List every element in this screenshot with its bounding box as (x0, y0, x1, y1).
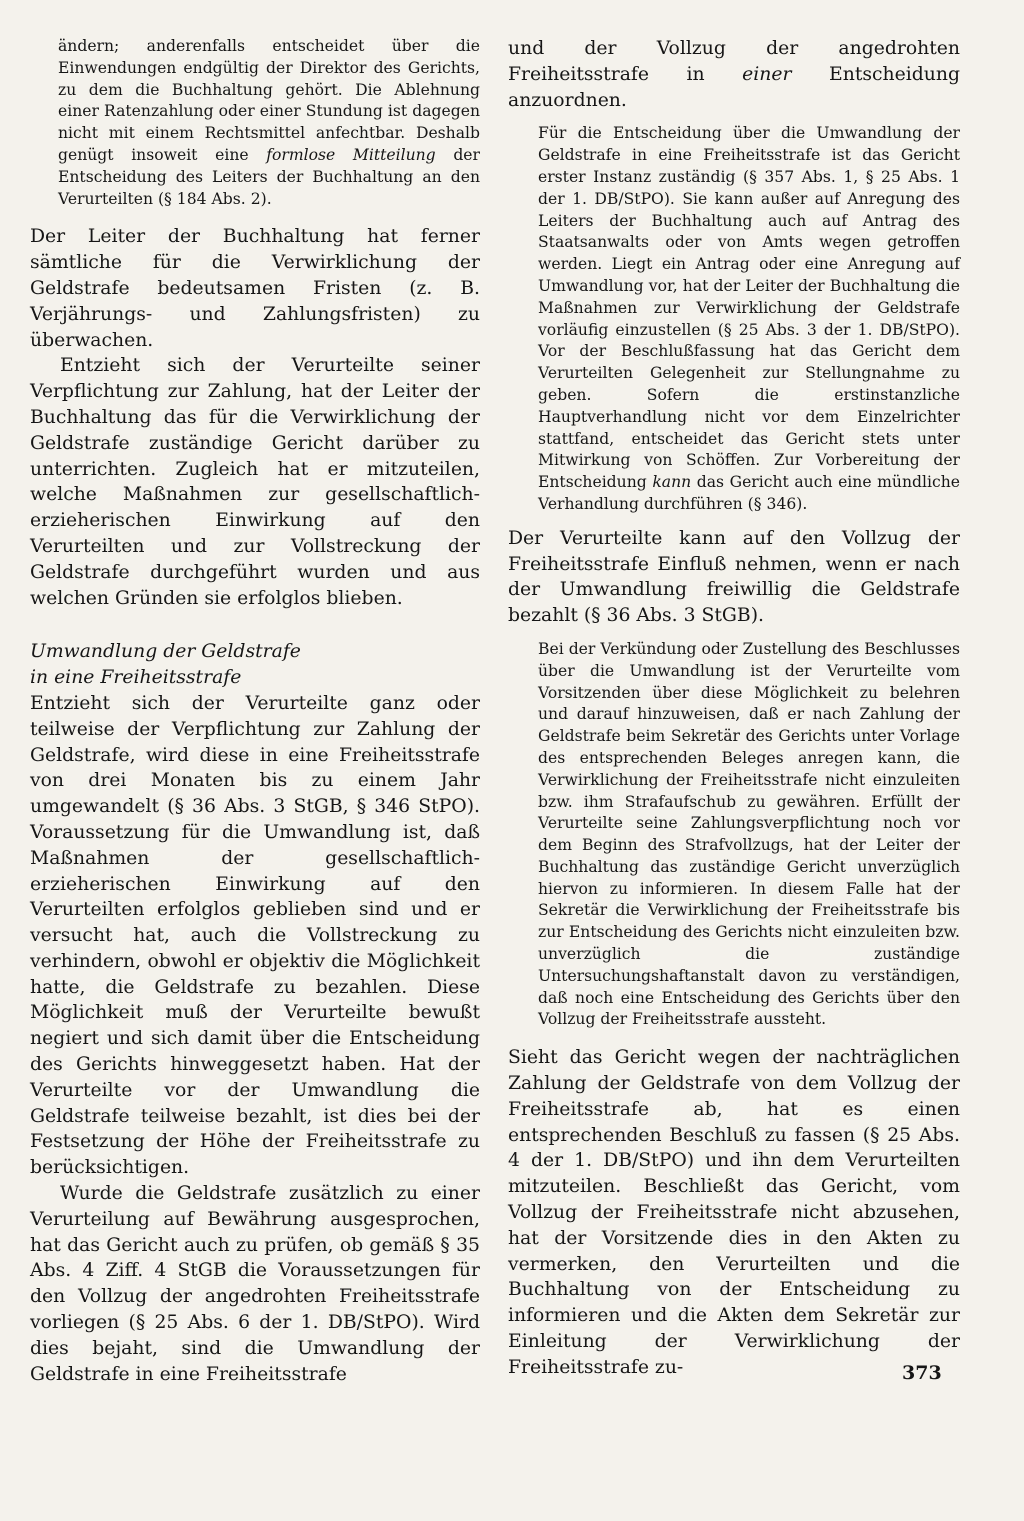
text-run: Entscheidung anzuordnen. (508, 63, 960, 111)
section-heading-line-1: Umwandlung der Geldstrafe (30, 641, 301, 663)
section-heading-line-2: in eine Freiheitsstrafe (30, 667, 242, 689)
right-column (508, 36, 960, 1381)
text-run: der Entscheidung des Leiters der Buchhaltung an den Verurteilten (§ 184 Abs. 2). (58, 145, 480, 208)
right-paragraph-1 (508, 36, 960, 113)
left-paragraph-5: Wurde die Geldstrafe zusätzlich zu einer Verurteilung auf Bewährung ausgesprochen, hat das Gericht auch zu prüfen, ob gemäß § 35 Abs. 4 Ziff. 4 StGB die Voraussetzungen für den Vollzug der angedrohten Freiheitsstrafe vorliegen (§ 25 Abs. 6 der 1. DB/StPO). Wird dies bejaht, sind die Umwandlung der Geldstrafe in eine Freiheitsstrafe (30, 1183, 480, 1385)
left-paragraph-3: Entzieht sich der Verurteilte seiner Verpflichtung zur Zahlung, hat der Leiter der Buchhaltung das für die Verwirklichung der Geldstrafe zuständige Gericht darüber zu unterrichten. Zugleich hat er mitzuteilen, welche Maßnahmen zur gesellschaftlich-erzieherischen Einwirkung auf den Verurteilten und zur Vollstreckung der Geldstrafe durchgeführt wurden und aus welchen Gründen sie erfolglos blieben. (30, 355, 480, 609)
emphasis-kann: kann (652, 473, 692, 492)
right-paragraph-4: Bei der Verkündung oder Zustellung des Beschlusses über die Umwandlung ist der Verurteilte vom Vorsitzenden über diese Möglichkeit zu belehren und darauf hinzuweisen, daß er nach Zahlung der Geldstrafe beim Sekretär des Gerichts unter Vorlage des entsprechenden Beleges anregen kann, die Verwirklichung der Freiheitsstrafe nicht einzuleiten bzw. ihm Strafaufschub zu gewähren. Erfüllt der Verurteilte seine Zahlungsverpflichtung noch vor dem Beginn des Strafvollzugs, hat der Leiter der Buchhaltung das zuständige Gericht unverzüglich hiervon zu informieren. In diesem Falle hat der Sekretär die Verwirklichung der Freiheitsstrafe bis zur Entscheidung des Gerichts nicht einzuleiten bzw. unverzüglich die zuständige Untersuchungshaftanstalt davon zu verständigen, daß noch eine Entscheidung des Gerichts über den Vollzug der Freiheitsstrafe aussteht. (538, 639, 960, 1029)
left-column (30, 36, 480, 1387)
emphasis-formlose-mitteilung: formlose Mitteilung (266, 145, 436, 164)
emphasis-einer: einer (742, 63, 792, 85)
left-paragraph-2: Der Leiter der Buchhaltung hat ferner sämtliche für die Verwirklichung der Geldstrafe bedeutsamen Fristen (z. B. Verjährungs- und Zahlungsfristen) zu überwachen. (30, 226, 480, 351)
left-paragraph-4: Entzieht sich der Verurteilte ganz oder teilweise der Verpflichtung zur Zahlung der Geldstrafe, wird diese in eine Freiheitsstrafe von drei Monaten bis zu einem Jahr umgewandelt (§ 36 Abs. 3 StGB, § 346 StPO). Voraussetzung für die Umwandlung ist, daß Maßnahmen der gesellschaftlich-erzieherischen Einwirkung auf den Verurteilten erfolglos geblieben sind und er versucht hat, auch die Vollstreckung zu verhindern, obwohl er objektiv die Möglichkeit hatte, die Geldstrafe zu bezahlen. Diese Möglichkeit muß der Verurteilte bewußt negiert und sich damit über die Entscheidung des Gerichts hinweggesetzt haben. Hat der Verurteilte vor der Umwandlung die Geldstrafe teilweise bezahlt, ist dies bei der Festsetzung der Höhe der Freiheitsstrafe zu berücksichtigen. (30, 692, 480, 1179)
right-paragraph-2 (508, 123, 960, 515)
right-paragraph-5: Sieht das Gericht wegen der nachträglichen Zahlung der Geldstrafe von dem Vollzug der Freiheitsstrafe ab, hat es einen entsprechenden Beschluß zu fassen (§ 25 Abs. 4 der 1. DB/StPO) und ihn dem Verurteilten mitzuteilen. Beschließt das Gericht, vom Vollzug der Freiheitsstrafe nicht abzusehen, hat der Vorsitzende dies in den Akten zu vermerken, den Verurteilten und die Buchhaltung von der Entscheidung zu informieren und die Akten dem Sekretär zur Einleitung der Verwirklichung der Freiheitsstrafe zu- (508, 1047, 960, 1378)
text-run: Für die Entscheidung über die Umwandlung der Geldstrafe in eine Freiheitsstrafe ist das Gericht erster Instanz zuständig (§ 357 Abs. 1, § 25 Abs. 1 der 1. DB/StPO). Sie kann außer auf Anregung des Leiters der Buchhaltung auch auf Antrag des Staatsanwalts oder von Amts wegen getroffen werden. Liegt ein Antrag oder eine Anregung auf Umwandlung vor, hat der Leiter der Buchhaltung die Maßnahmen zur Verwirklichung der Geldstrafe vorläufig einzustellen (§ 25 Abs. 3 der 1. DB/StPO). Vor der Beschlußfassung hat das Gericht dem Verurteilten Gelegenheit zur Stellungnahme zu geben. Sofern die erstinstanzliche Hauptverhandlung nicht vor dem Einzelrichter stattfand, entscheidet das Gericht stets unter Mitwirkung von Schöffen. Zur Vorbereitung der Entscheidung (538, 124, 960, 492)
text-run: das Gericht auch eine mündliche Verhandlung durchführen (§ 346). (538, 473, 960, 513)
text-run: ändern; anderenfalls entscheidet über die Einwendungen endgültig der Direktor des Gerichts, zu dem die Buchhaltung gehört. Die Ablehnung einer Ratenzahlung oder einer Stundung ist dagegen nicht mit einem Rechtsmittel anfechtbar. Deshalb genügt insoweit eine (58, 37, 480, 164)
left-paragraph-1 (30, 36, 480, 210)
text-run: und der Vollzug der angedrohten Freiheitsstrafe in (508, 38, 960, 85)
right-paragraph-3: Der Verurteilte kann auf den Vollzug der Freiheitsstrafe Einfluß nehmen, wenn er nach der Umwandlung freiwillig die Geldstrafe bezahlt (§ 36 Abs. 3 StGB). (508, 527, 960, 627)
page-number: 373 (902, 1362, 942, 1384)
